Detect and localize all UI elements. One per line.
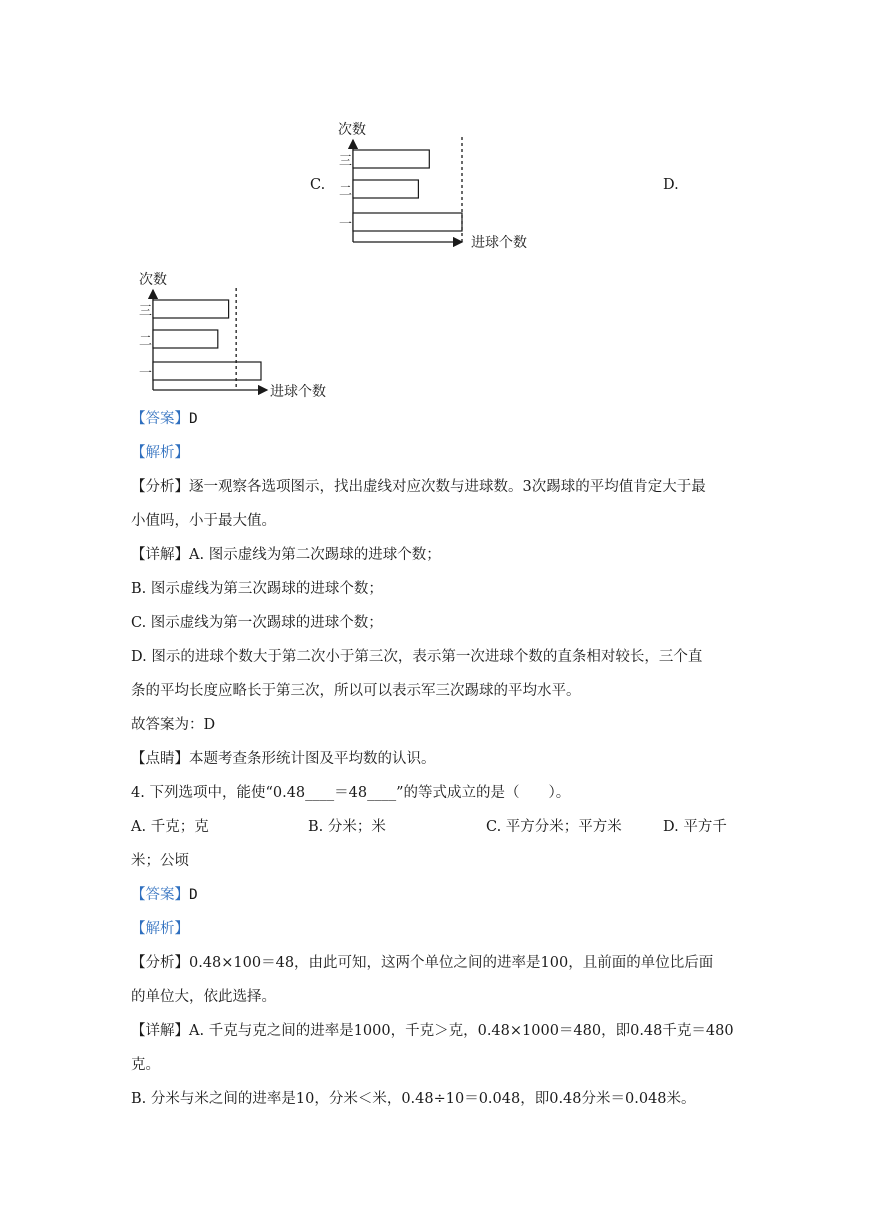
q4-option-c: C. 平方分米；平方米 (486, 819, 622, 835)
bar-1 (353, 150, 429, 168)
q3-conclusion: 故答案为：D (131, 717, 216, 733)
q3-dianjing (131, 750, 436, 768)
xiangjie-a-text: A. 千克与克之间的进率是1000，千克＞克，0.48×1000＝480，即0.48千克＝480 (189, 1023, 734, 1039)
q3-answer-line (131, 410, 198, 428)
q4-stem: 4. 下列选项中，能使“0.48____＝48____”的等式成立的是（ ）。 (131, 785, 571, 801)
bar-2 (353, 180, 418, 198)
bar-2 (153, 330, 218, 348)
fenxi-tag: 【分析】 (131, 955, 189, 971)
q3-xiangjie-c: C. 图示虚线为第一次踢球的进球个数； (131, 615, 383, 631)
xiangjie-a-text: A. 图示虚线为第二次踢球的进球个数； (189, 547, 441, 563)
xiangjie-tag: 【详解】 (131, 1023, 189, 1039)
xiangjie-tag: 【详解】 (131, 547, 189, 563)
bars-group (353, 150, 462, 231)
category-labels-group (139, 304, 152, 381)
q4-xiangjie-b: B. 分米与米之间的进率是10，分米＜米，0.48÷10＝0.048，即0.48分米＝0.048米。 (131, 1091, 696, 1107)
q4-fenxi-line2: 的单位大，依此选择。 (131, 989, 276, 1005)
answer-tag: 【答案】 (131, 411, 189, 427)
q3-xiangjie-b: B. 图示虚线为第三次踢球的进球个数； (131, 581, 383, 597)
q3-analysis-tag: 【解析】 (131, 445, 189, 461)
fenxi-tag: 【分析】 (131, 479, 189, 495)
y-axis-label: 次数 (338, 122, 366, 138)
category-labels-group (339, 154, 352, 232)
q4-option-d-cont: 米；公顷 (131, 853, 189, 869)
q3-fenxi-line1 (131, 478, 706, 496)
q3-fenxi-line2: 小值吗，小于最大值。 (131, 513, 276, 529)
category-label-3: 一 (339, 217, 353, 232)
dianjing-text: 本题考查条形统计图及平均数的认识。 (189, 751, 436, 767)
option-c-label: C. (310, 177, 326, 193)
q4-option-a: A. 千克；克 (131, 819, 209, 835)
q4-answer-line (131, 886, 198, 904)
answer-value: D (189, 887, 198, 903)
category-label-1: 三 (139, 304, 153, 319)
q3-xiangjie-d1: D. 图示的进球个数大于第二次小于第三次，表示第一次进球个数的直条相对较长，三个直 (131, 649, 703, 665)
bar-1 (153, 300, 229, 318)
q4-xiangjie-a2: 克。 (131, 1057, 160, 1073)
answer-tag: 【答案】 (131, 887, 189, 903)
q3-xiangjie-d2: 条的平均长度应略长于第三次，所以可以表示军三次踢球的平均水平。 (131, 683, 581, 699)
category-label-2: 二 (339, 184, 353, 199)
category-label-2: 二 (139, 334, 153, 349)
y-axis-label: 次数 (139, 272, 167, 288)
fenxi-text: 0.48×100＝48，由此可知，这两个单位之间的进率是100，且前面的单位比后面 (189, 955, 714, 971)
q4-option-d: D. 平方千 (663, 819, 727, 835)
option-d-label: D. (663, 177, 679, 193)
bar-3 (353, 213, 462, 231)
bars-group (153, 300, 261, 380)
fenxi-text: 逐一观察各选项图示，找出虚线对应次数与进球数。3次踢球的平均值肯定大于最 (189, 479, 706, 495)
q4-fenxi-line1 (131, 954, 713, 972)
x-axis-label: 进球个数 (270, 384, 326, 400)
q4-analysis-tag: 【解析】 (131, 921, 189, 937)
x-axis-label: 进球个数 (471, 235, 527, 251)
q4-xiangjie-a1 (131, 1022, 734, 1040)
bar-chart-option-d (131, 262, 341, 404)
bar-chart-option-c (330, 112, 540, 254)
answer-value: D (189, 411, 198, 427)
bar-3 (153, 362, 261, 380)
q3-xiangjie-a (131, 546, 441, 564)
q4-option-b: B. 分米；米 (308, 819, 386, 835)
category-label-1: 三 (339, 154, 353, 169)
category-label-3: 一 (139, 366, 153, 381)
dianjing-tag: 【点睛】 (131, 751, 189, 767)
